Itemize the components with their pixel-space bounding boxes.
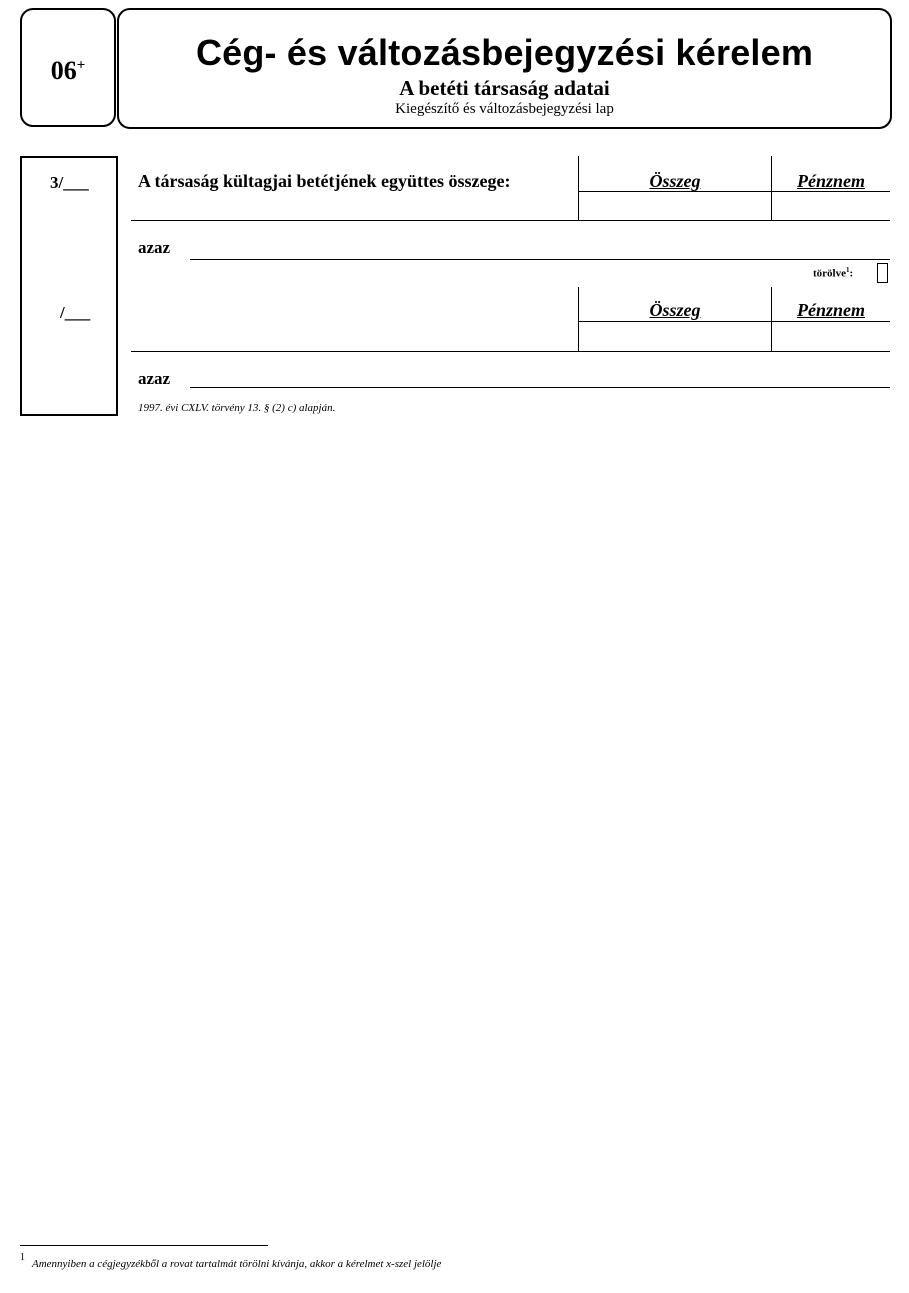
currency-header-1: Pénznem: [796, 171, 865, 191]
footnote-text: Amennyiben a cégjegyzékből a rovat tartalmát törölni kívánja, akkor a kérelmet x-szel jelölje: [32, 1258, 442, 1270]
section-number-box: [20, 156, 118, 416]
amount-field-2[interactable]: [581, 324, 769, 349]
footnote-separator: [20, 1245, 268, 1246]
amount-divider-1: [578, 156, 579, 221]
sheet-type: Kiegészítő és változásbejegyzési lap: [395, 101, 614, 117]
azaz-field-2[interactable]: [192, 369, 890, 387]
azaz-line-1: [190, 259, 890, 260]
form-code-box: [20, 8, 116, 127]
amount-header-2: Összeg: [649, 300, 701, 320]
section-number-secondary: /___: [60, 303, 91, 322]
header-underline-2: [579, 321, 890, 322]
header-underline-1: [579, 191, 890, 192]
section-number-primary: 3/___: [50, 173, 89, 192]
legal-basis: 1997. évi CXLV. törvény 13. § (2) c) alapján.: [138, 402, 336, 414]
currency-field-1[interactable]: [773, 194, 889, 219]
amount-header-1: Összeg: [649, 171, 701, 191]
title-box: [117, 8, 892, 129]
footnote-mark: 1: [20, 1252, 25, 1263]
row-divider-1: [131, 220, 890, 221]
amount-field-1[interactable]: [581, 194, 769, 219]
azaz-label-1: azaz: [138, 238, 171, 257]
row-divider-2: [131, 351, 890, 352]
amount-divider-2: [578, 287, 579, 351]
deleted-checkbox[interactable]: [877, 263, 888, 283]
currency-header-2: Pénznem: [796, 300, 865, 320]
form-title: Cég- és változásbejegyzési kérelem: [195, 32, 814, 73]
currency-field-2[interactable]: [773, 324, 889, 349]
deleted-label: törölve$^1$:: [813, 266, 854, 280]
azaz-line-2: [190, 387, 890, 388]
azaz-label-2: azaz: [138, 369, 171, 388]
form-subtitle: A betéti társaság adatai: [399, 76, 610, 100]
form-code: 06+: [50, 56, 86, 85]
question-label: A társaság kültagjai betétjének együttes összege:: [138, 171, 511, 191]
azaz-field-1[interactable]: [192, 238, 890, 258]
